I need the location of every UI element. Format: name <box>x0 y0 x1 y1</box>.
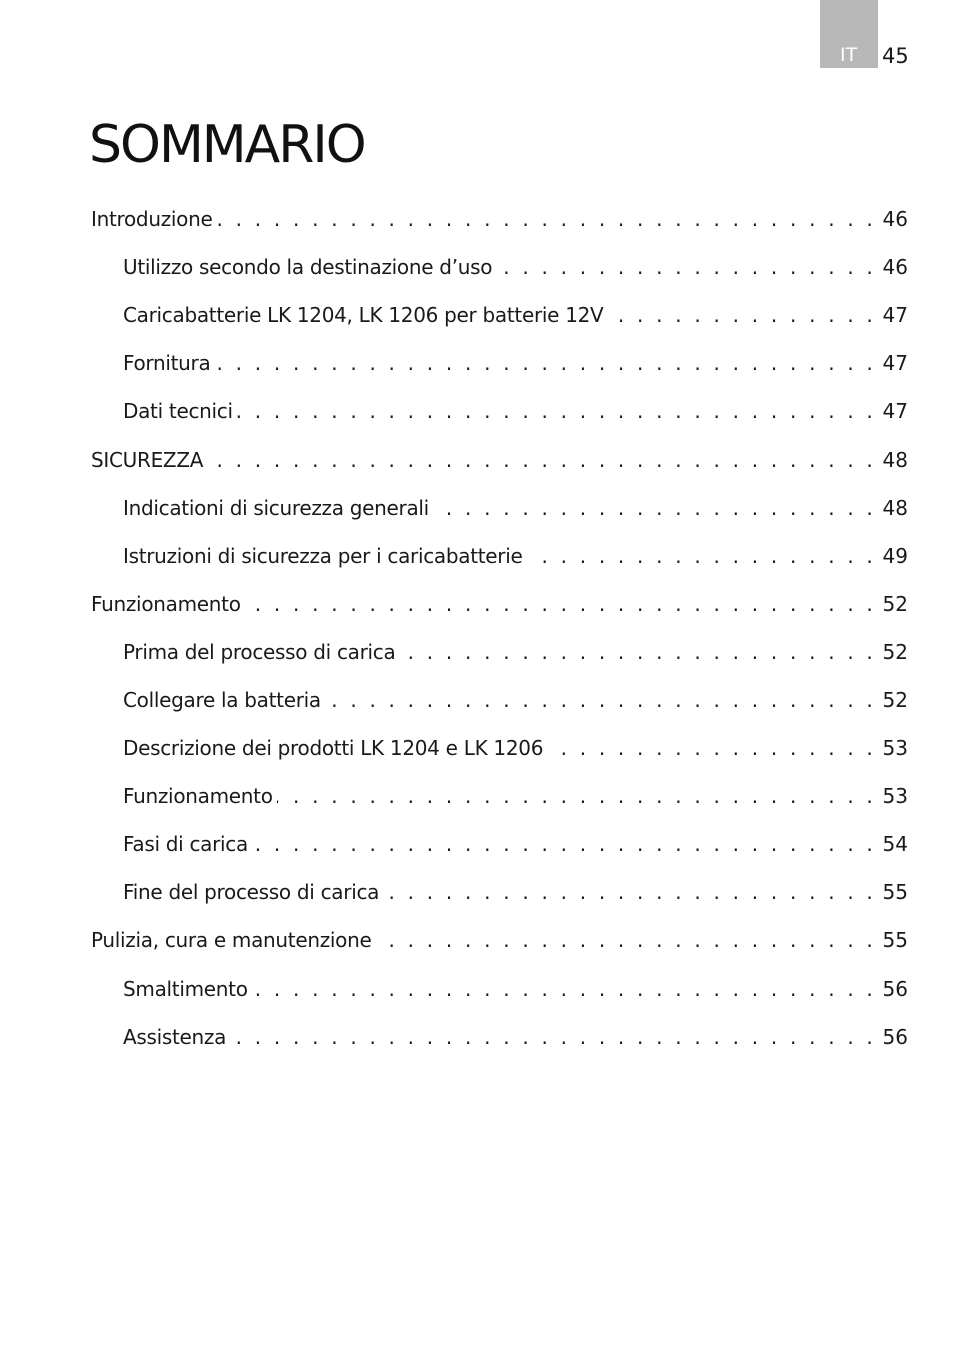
toc-entry[interactable] <box>0 724 954 772</box>
toc-entry-label: Collegare la batteria <box>123 687 321 712</box>
toc-dot-leader <box>496 254 876 280</box>
toc-dot-leader <box>383 879 876 905</box>
toc-dot-leader <box>607 302 876 328</box>
table-of-contents <box>0 195 954 1061</box>
toc-entry-label: Caricabatterie LK 1204, LK 1206 per batterie 12V <box>123 303 604 328</box>
toc-entry[interactable] <box>0 1013 954 1061</box>
toc-dot-leader <box>375 927 876 953</box>
language-tab <box>820 0 878 68</box>
toc-entry[interactable] <box>0 628 954 676</box>
toc-entry-page: 47 <box>882 399 908 424</box>
toc-entry[interactable] <box>0 820 954 868</box>
toc-entry-page: 53 <box>882 784 908 809</box>
toc-entry-label: Prima del processo di carica <box>123 639 396 664</box>
toc-entry-page: 54 <box>882 832 908 857</box>
language-code: IT <box>840 44 858 66</box>
toc-entry[interactable] <box>0 387 954 435</box>
toc-entry-page: 46 <box>882 255 908 280</box>
toc-entry-label: Descrizione dei prodotti LK 1204 e LK 1206 <box>123 736 544 761</box>
toc-dot-leader <box>207 447 876 473</box>
toc-dot-leader <box>214 350 876 376</box>
toc-dot-leader <box>252 976 876 1002</box>
toc-dot-leader <box>527 543 877 569</box>
toc-entry-label: Dati tecnici <box>123 399 233 424</box>
toc-entry-label: Fornitura <box>123 351 211 376</box>
toc-entry-page: 55 <box>882 880 908 905</box>
toc-dot-leader <box>245 591 876 617</box>
toc-entry[interactable] <box>0 868 954 916</box>
toc-dot-leader <box>277 783 876 809</box>
toc-entry-label: Pulizia, cura e manutenzione <box>91 928 372 953</box>
toc-entry-label: Indicationi di sicurezza generali <box>123 495 429 520</box>
toc-entry-page: 52 <box>882 687 908 712</box>
toc-entry[interactable] <box>0 195 954 243</box>
toc-entry-page: 47 <box>882 351 908 376</box>
toc-entry-label: Fasi di carica <box>123 832 248 857</box>
toc-dot-leader <box>399 639 876 665</box>
toc-dot-leader <box>216 206 876 232</box>
toc-entry-page: 48 <box>882 447 908 472</box>
toc-dot-leader <box>433 495 876 521</box>
toc-entry[interactable] <box>0 435 954 483</box>
toc-dot-leader <box>325 687 876 713</box>
toc-dot-leader <box>237 398 876 424</box>
toc-dot-leader <box>230 1024 876 1050</box>
toc-entry-label: Fine del processo di carica <box>123 880 380 905</box>
toc-entry-page: 53 <box>882 736 908 761</box>
toc-entry[interactable] <box>0 772 954 820</box>
page-number: 45 <box>882 44 909 68</box>
toc-entry[interactable] <box>0 676 954 724</box>
toc-entry[interactable] <box>0 339 954 387</box>
toc-entry-page: 52 <box>882 591 908 616</box>
toc-entry-page: 56 <box>882 1024 908 1049</box>
toc-entry-page: 47 <box>882 303 908 328</box>
toc-entry-label: Utilizzo secondo la destinazione d’uso <box>123 255 493 280</box>
toc-entry-page: 46 <box>882 207 908 232</box>
toc-entry-page: 48 <box>882 495 908 520</box>
toc-entry-page: 52 <box>882 639 908 664</box>
toc-entry-page: 55 <box>882 928 908 953</box>
toc-entry-label: SICUREZZA <box>91 447 204 472</box>
toc-entry[interactable] <box>0 484 954 532</box>
page-title: SOMMARIO <box>89 115 365 175</box>
toc-entry-label: Funzionamento <box>123 784 273 809</box>
toc-entry[interactable] <box>0 243 954 291</box>
toc-entry-label: Funzionamento <box>91 591 241 616</box>
toc-dot-leader <box>252 831 876 857</box>
toc-entry-label: Istruzioni di sicurezza per i caricabatterie <box>123 543 523 568</box>
toc-entry[interactable] <box>0 532 954 580</box>
toc-entry-label: Smaltimento <box>123 976 248 1001</box>
toc-entry-page: 49 <box>882 543 908 568</box>
toc-entry[interactable] <box>0 291 954 339</box>
toc-entry-page: 56 <box>882 976 908 1001</box>
toc-entry-label: Assistenza <box>123 1024 227 1049</box>
toc-entry[interactable] <box>0 965 954 1013</box>
toc-entry[interactable] <box>0 916 954 964</box>
toc-entry-label: Introduzione <box>91 207 213 232</box>
toc-entry[interactable] <box>0 580 954 628</box>
toc-dot-leader <box>547 735 876 761</box>
